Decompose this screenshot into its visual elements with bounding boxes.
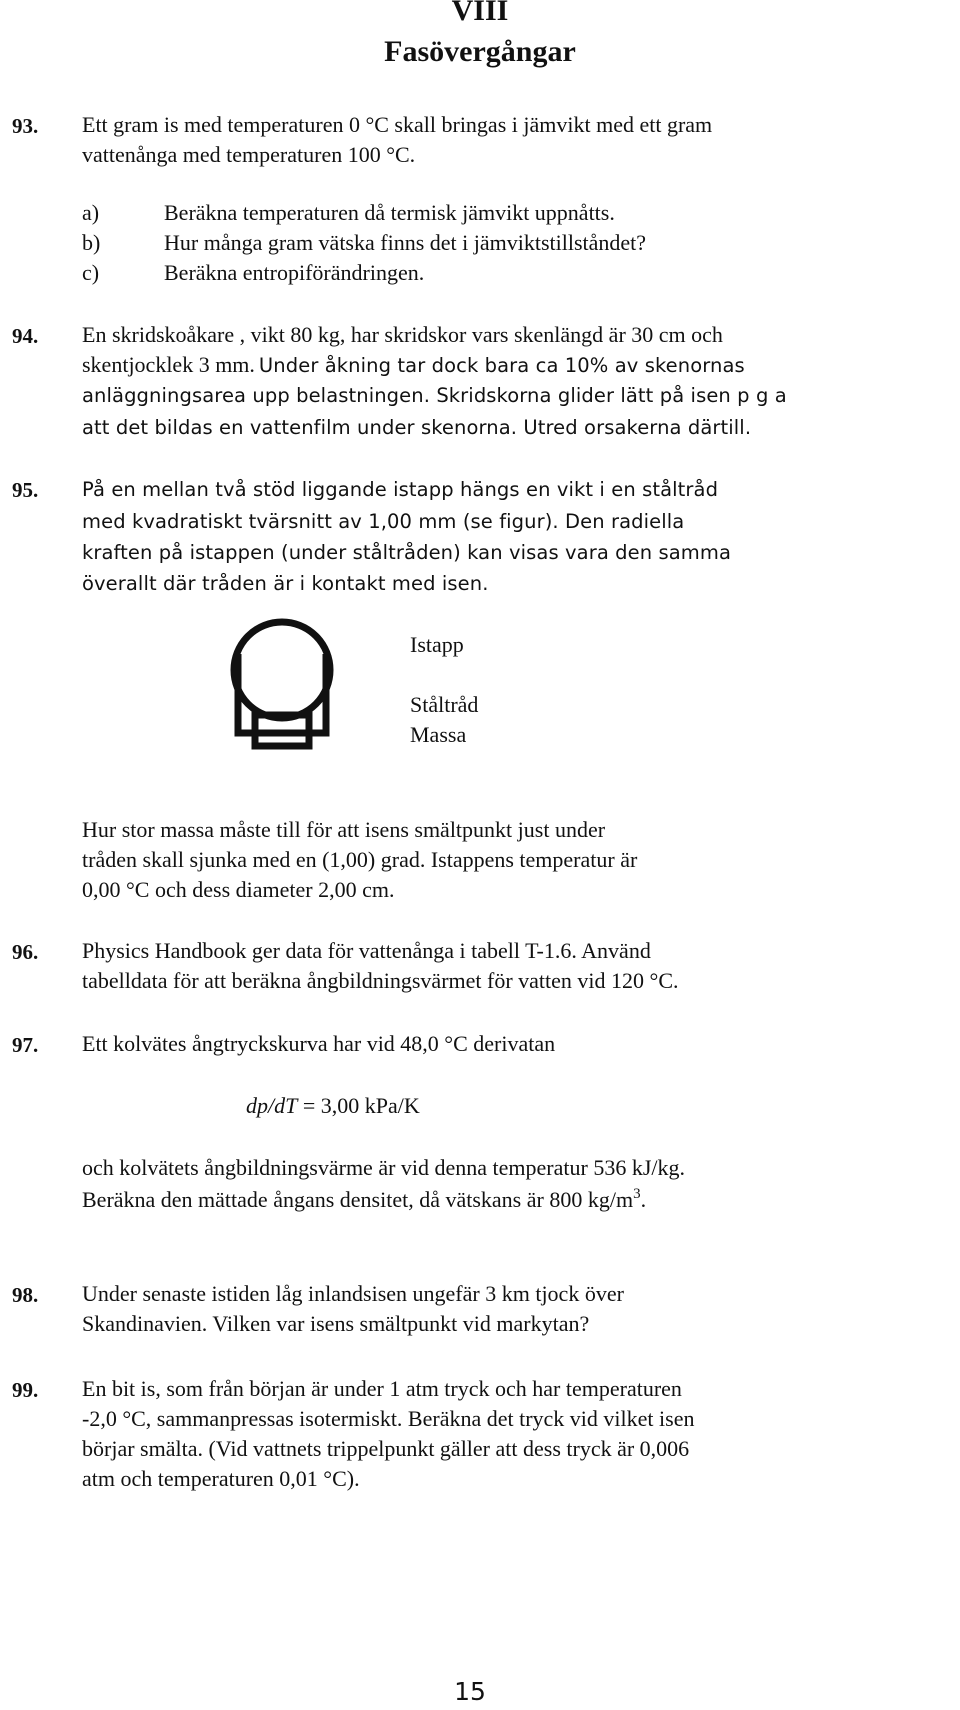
item-text-c: Beräkna entropiförändringen. (164, 260, 425, 285)
item-label-a: a) (82, 200, 100, 225)
problem-98-line-1: Under senaste istiden låg inlandsisen ungefär 3 km tjock över (82, 1281, 624, 1306)
problem-number-96: 96. (12, 940, 39, 964)
superscript-3: 3 (633, 1186, 641, 1202)
problem-94-line-3: anläggningsarea upp belastningen. Skridskorna glider lätt på isen p g a (82, 384, 787, 407)
problem-97-line-3 (82, 1187, 646, 1213)
problem-number-97: 97. (12, 1033, 39, 1057)
problem-95-line-1: På en mellan två stöd liggande istapp hängs en vikt i en ståltråd (82, 478, 719, 501)
problem-97-line-3-end: . (640, 1187, 647, 1212)
problem-97-line-3-text: Beräkna den mättade ångans densitet, då vätskans är 800 kg/m (82, 1187, 634, 1212)
chapter-number: VIII (451, 0, 509, 27)
label-staltrad: Ståltråd (410, 692, 479, 717)
problem-number-94: 94. (12, 324, 39, 348)
formula-rhs: = 3,00 kPa/K (297, 1093, 420, 1118)
problem-93-line-2: vattenånga med temperaturen 100 °C. (82, 142, 416, 167)
problem-number-99: 99. (12, 1378, 39, 1402)
item-label-b: b) (82, 230, 101, 255)
problem-94-line-2 (82, 352, 745, 378)
problem-99-line-2: -2,0 °C, sammanpressas isotermiskt. Beräkna det tryck vid vilket isen (82, 1406, 695, 1431)
problem-94-line-2b: Under åkning tar dock bara ca 10% av skenornas (258, 354, 745, 377)
problem-94-line-2a: skentjocklek 3 mm. (82, 352, 255, 377)
problem-96-line-1: Physics Handbook ger data för vattenånga i tabell T-1.6. Använd (82, 938, 651, 963)
problem-number-98: 98. (12, 1283, 39, 1307)
icicle-wire-figure (225, 612, 335, 752)
icicle-cross-section (234, 622, 330, 718)
problem-99-line-3: börjar smälta. (Vid vattnets trippelpunkt gäller att dess tryck är 0,006 (82, 1436, 690, 1461)
problem-number-93: 93. (12, 114, 39, 138)
problem-95-question-1: Hur stor massa måste till för att isens smältpunkt just under (82, 817, 606, 842)
problem-97-line-1: Ett kolvätes ångtryckskurva har vid 48,0 °C derivatan (82, 1031, 556, 1056)
formula-lhs: dp/dT (246, 1093, 298, 1118)
problem-95-line-4: överallt där tråden är i kontakt med isen. (82, 572, 489, 595)
problem-94-line-1: En skridskoåkare , vikt 80 kg, har skridskor vars skenlängd är 30 cm och (82, 322, 723, 347)
chapter-title: Fasövergångar (384, 35, 576, 68)
problem-95-line-3: kraften på istappen (under ståltråden) kan visas vara den samma (82, 541, 732, 564)
label-massa: Massa (410, 722, 467, 747)
problem-number-95: 95. (12, 478, 39, 502)
problem-99-line-4: atm och temperaturen 0,01 °C). (82, 1466, 360, 1491)
item-text-b: Hur många gram vätska finns det i jämviktstillståndet? (164, 230, 647, 255)
problem-99-line-1: En bit is, som från början är under 1 atm tryck och har temperaturen (82, 1376, 682, 1401)
problem-96-line-2: tabelldata för att beräkna ångbildningsvärmet för vatten vid 120 °C. (82, 968, 679, 993)
item-text-a: Beräkna temperaturen då termisk jämvikt uppnåtts. (164, 200, 615, 225)
label-istapp: Istapp (410, 632, 464, 657)
page-number: 15 (454, 1677, 486, 1706)
problem-95-line-2: med kvadratiskt tvärsnitt av 1,00 mm (se figur). Den radiella (82, 510, 685, 533)
problem-98-line-2: Skandinavien. Vilken var isens smältpunkt vid markytan? (82, 1311, 590, 1336)
problem-97-line-2: och kolvätets ångbildningsvärme är vid denna temperatur 536 kJ/kg. (82, 1155, 686, 1180)
problem-95-question-2: tråden skall sjunka med en (1,00) grad. Istappens temperatur är (82, 847, 638, 872)
item-label-c: c) (82, 260, 100, 285)
formula-dpdt (246, 1093, 420, 1119)
problem-93-line-1: Ett gram is med temperaturen 0 °C skall bringas i jämvikt med ett gram (82, 112, 713, 137)
problem-95-question-3: 0,00 °C och dess diameter 2,00 cm. (82, 877, 395, 902)
problem-94-line-4: att det bildas en vattenfilm under skenorna. Utred orsakerna därtill. (82, 416, 752, 439)
